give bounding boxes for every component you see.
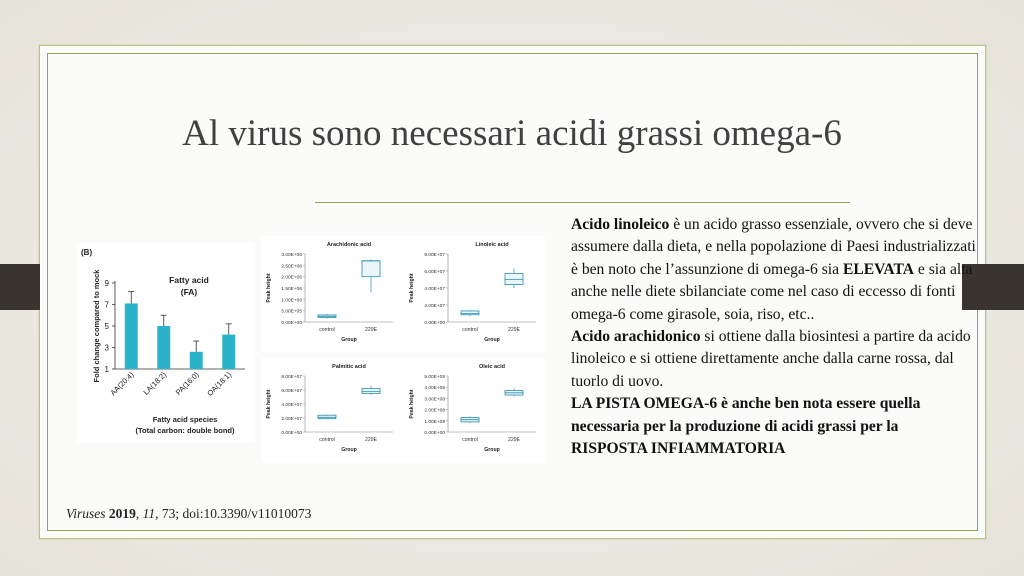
box	[505, 274, 523, 285]
y-tick-label: 6.00E+07	[281, 389, 302, 394]
chart-title: Fatty acid	[169, 275, 209, 285]
x-tick-label: 229E	[364, 437, 378, 443]
x-tick-label: PA(16:0)	[173, 370, 201, 397]
y-tick-label: 3.00E+06	[281, 253, 302, 258]
boxplot-title: Linoleic acid	[475, 242, 509, 248]
chart-subtitle: (FA)	[180, 287, 198, 297]
y-tick-label: 1.00E+08	[424, 419, 445, 425]
y-tick-label: 5.00E+05	[281, 309, 302, 315]
y-tick-label: 2.00E+07	[424, 304, 445, 309]
y-tick-label: 5	[104, 322, 109, 331]
box	[461, 311, 479, 315]
bar	[222, 335, 235, 369]
citation-doi: , 73; doi:10.3390/v11010073	[155, 506, 312, 521]
y-tick-label: 2.00E+06	[281, 275, 302, 281]
x-tick-label: control	[462, 327, 478, 333]
citation-journal: Viruses	[66, 506, 106, 521]
y-tick-label: 5.00E+08	[424, 375, 445, 380]
left-edge-tab	[0, 264, 40, 310]
palmitic-acid-boxplot	[261, 358, 403, 462]
y-tick-label: 0.00E+00	[424, 321, 445, 326]
fatty-acid-bar-chart	[77, 243, 255, 443]
y-tick-label: 2.50E+06	[281, 264, 302, 270]
panel-label: (B)	[81, 248, 93, 257]
y-tick-label: 3.00E+08	[424, 397, 445, 403]
y-tick-label: 3	[104, 343, 109, 353]
y-tick-label: 1	[104, 365, 109, 374]
y-tick-label: 9	[104, 279, 109, 288]
x-tick-label: 229E	[507, 327, 521, 333]
slide-title: Al virus sono necessari acidi grassi omega-6	[182, 113, 842, 154]
y-tick-label: 2.00E+08	[424, 408, 445, 414]
arachidonic-text: si ottiene dalla biosintesi a partire da acido linoleico e si ottiene direttamente anche dalla carne rossa, dal tuorlo di uovo.	[571, 328, 971, 390]
citation-volume: 11	[142, 506, 156, 521]
y-tick-label: 7	[104, 300, 109, 310]
y-axis-label: Fold change compared to mock	[92, 269, 101, 383]
oleic-acid-boxplot	[404, 358, 545, 462]
citation-year: 2019	[108, 506, 136, 521]
x-axis-label: Fatty acid species	[152, 415, 218, 424]
y-axis-label: Peak height	[266, 273, 272, 303]
x-axis-label: Group	[341, 337, 357, 343]
boxplot-title: Oleic acid	[479, 364, 505, 370]
arachidonic-term: Acido arachidonico	[571, 328, 701, 346]
y-tick-label: 8.00E+07	[281, 375, 302, 380]
y-tick-label: 1.50E+06	[281, 287, 302, 292]
bar	[125, 303, 138, 369]
x-tick-label: 229E	[364, 327, 378, 333]
y-tick-label: 2.00E+07	[281, 417, 302, 422]
y-tick-label: 0.00E+00	[424, 431, 445, 436]
linoleic-term: Acido linoleico	[571, 216, 670, 233]
arachidonic-acid-boxplot	[261, 236, 403, 352]
y-tick-label: 6.00E+07	[424, 270, 445, 275]
elevata-term: ELEVATA	[842, 260, 915, 278]
x-tick-label: control	[319, 437, 335, 443]
y-tick-label: 8.00E+07	[424, 253, 445, 258]
citation	[66, 506, 311, 522]
y-axis-label: Peak height	[266, 389, 272, 419]
linoleic-acid-boxplot	[404, 236, 545, 352]
y-tick-label: 1.00E+06	[281, 298, 302, 304]
x-axis-label: Group	[484, 337, 500, 343]
paragraph-arachidonic	[571, 328, 971, 390]
boxplot-panel-linoleic	[404, 236, 545, 352]
x-tick-label: LA(18:2)	[141, 370, 169, 397]
box	[362, 261, 380, 277]
x-tick-label: 229E	[507, 437, 521, 443]
x-tick-label: OA(18:1)	[205, 370, 234, 398]
bar	[190, 352, 203, 369]
x-axis-label: Group	[484, 447, 500, 453]
y-tick-label: 4.00E+07	[281, 403, 302, 408]
boxplot-title: Palmitic acid	[332, 364, 366, 370]
omega6-pathway-statement: LA PISTA OMEGA-6 è anche ben nota essere quella necessaria per la produzione di acidi grassi per la RISPOSTA INFIAMMATORIA	[571, 395, 921, 458]
x-axis-label: Group	[341, 447, 357, 453]
x-axis-label-2: (Total carbon: double bond)	[135, 426, 235, 435]
bar	[157, 326, 170, 369]
linoleic-text-a: è un acido grasso essenziale, ovvero che si deve assumere dalla dieta, e nella popolazione di Paesi industrializzati è ben noto che l’assunzione di omega-6 sia	[571, 216, 976, 278]
citation-sep: ,	[135, 506, 143, 521]
boxplot-panel-oleic	[404, 358, 545, 462]
x-tick-label: control	[462, 437, 478, 443]
title-divider	[315, 202, 850, 203]
y-tick-label: 4.00E+08	[424, 386, 445, 392]
x-tick-label: AA(20:4)	[108, 370, 136, 398]
x-tick-label: control	[319, 327, 335, 333]
body-text	[571, 214, 976, 460]
bar-chart-panel	[77, 243, 255, 443]
y-tick-label: 0.00E+00	[281, 321, 302, 326]
y-axis-label: Peak height	[409, 389, 415, 419]
y-tick-label: 4.00E+07	[424, 287, 445, 292]
boxplot-title: Arachidonic acid	[326, 242, 372, 248]
y-axis-label: Peak height	[409, 273, 415, 303]
paragraph-linoleic	[571, 216, 976, 323]
y-tick-label: 0.00E+00	[281, 431, 302, 436]
linoleic-text-b: e sia alta anche nelle diete sbilanciate come nel caso di eccesso di fonti omega-6 come girasole, soia, riso, etc..	[571, 260, 973, 323]
